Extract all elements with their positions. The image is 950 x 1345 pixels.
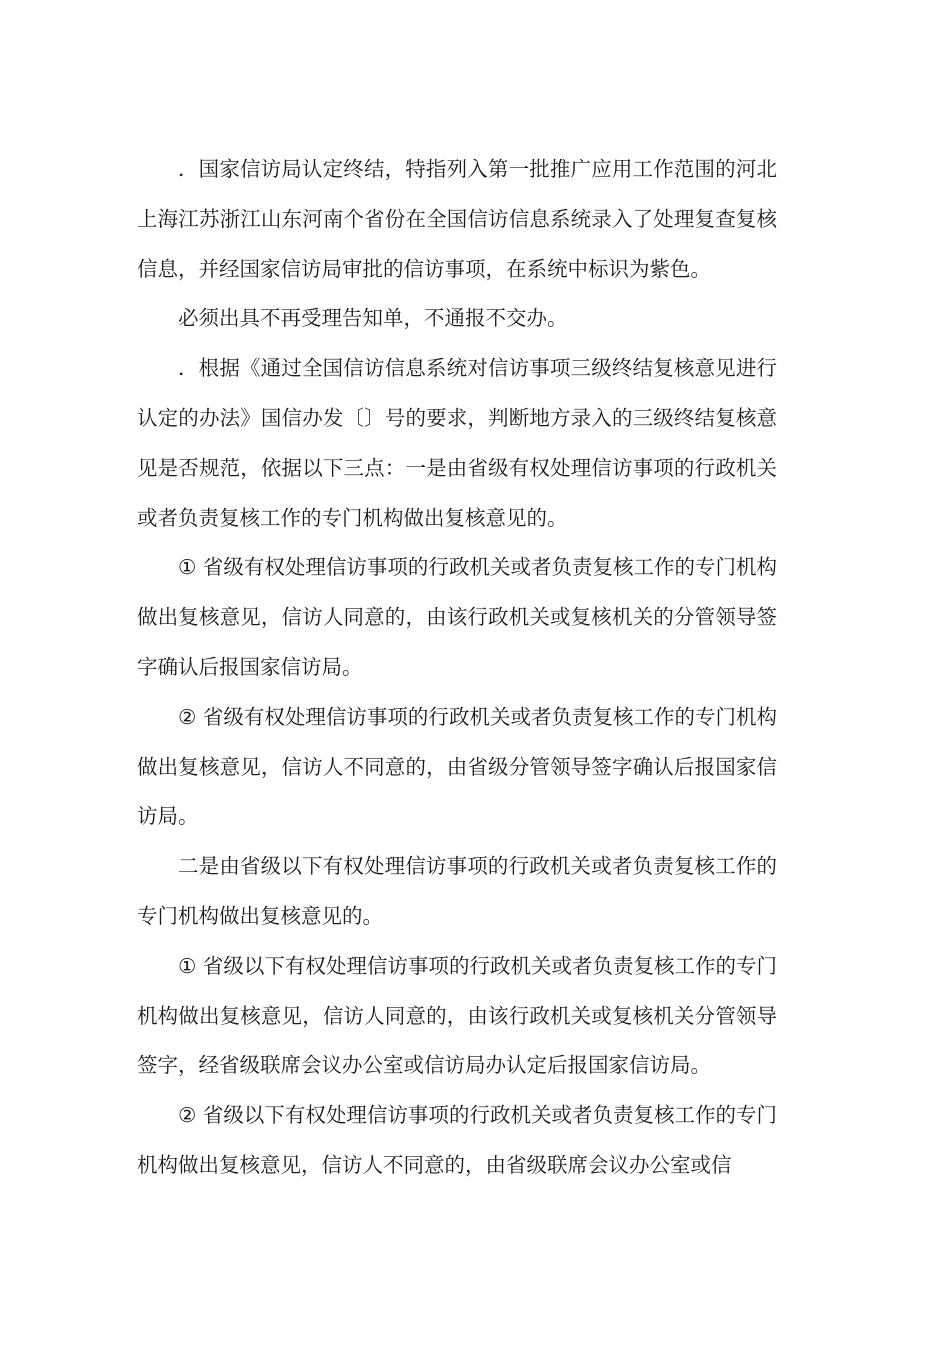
paragraph-provincial-agree: ① 省级有权处理信访事项的行政机关或者负责复核工作的专门机构做出复核意见，信访人同意的，由该行政机关或复核机关的分管领导签字确认后报国家信访局。 (137, 555, 777, 679)
document-body (137, 145, 777, 1191)
paragraph-no-reaccept-notice: 必须出具不再受理告知单，不通报不交办。 (178, 306, 568, 331)
paragraph-sub-provincial-intro: 二是由省级以下有权处理信访事项的行政机关或者负责复核工作的专门机构做出复核意见的。 (137, 854, 777, 928)
paragraph-provincial-disagree: ② 省级有权处理信访事项的行政机关或者负责复核工作的专门机构做出复核意见，信访人不同意的，由省级分管领导签字确认后报国家信访局。 (137, 704, 777, 829)
paragraph-recognized-final: ．国家信访局认定终结，特指列入第一批推广应用工作范围的河北上海江苏浙江山东河南个省份在全国信访信息系统录入了处理复查复核信息，并经国家信访局审批的信访事项，在系统中标识为紫色。 (137, 157, 777, 281)
paragraph-sub-provincial-disagree: ② 省级以下有权处理信访事项的行政机关或者负责复核工作的专门机构做出复核意见，信访人不同意的，由省级联席会议办公室或信 (137, 1103, 777, 1177)
paragraph-sub-provincial-agree: ① 省级以下有权处理信访事项的行政机关或者负责复核工作的专门机构做出复核意见，信访人同意的，由该行政机关或复核机关分管领导签字，经省级联席会议办公室或信访局办认定后报国家信访局。 (137, 953, 777, 1078)
paragraph-review-criteria: ．根据《通过全国信访信息系统对信访事项三级终结复核意见进行认定的办法》国信办发〔〕号的要求，判断地方录入的三级终结复核意见是否规范，依据以下三点：一是由省级有权处理信访事项的行政机关或者负责复核工作的专门机构做出复核意见的。 (137, 356, 777, 530)
